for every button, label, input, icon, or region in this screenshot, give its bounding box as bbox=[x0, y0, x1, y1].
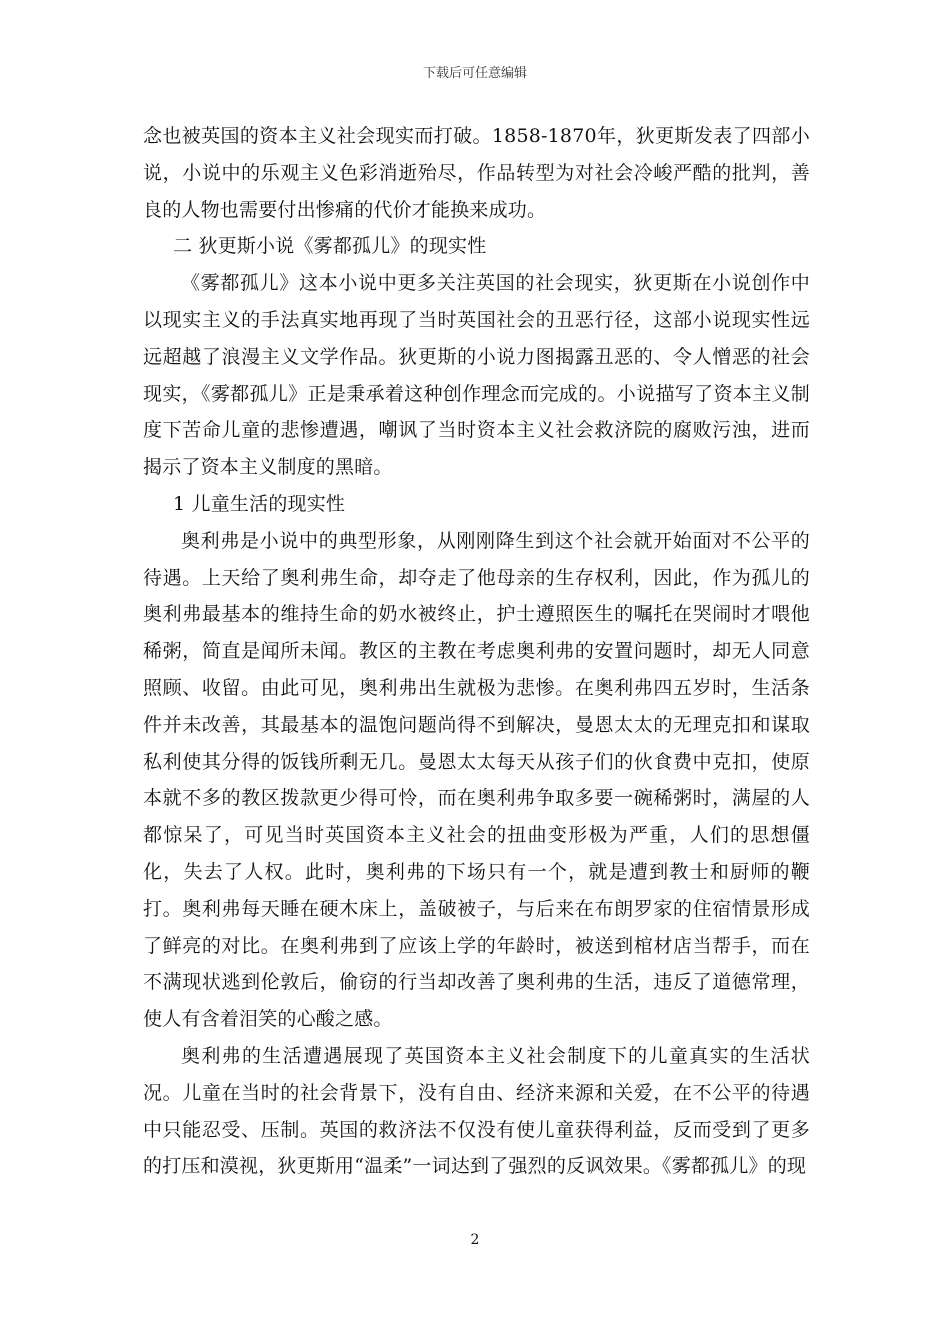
page-number: 2 bbox=[470, 1232, 480, 1248]
section-heading: 二 狄更斯小说《雾都孤儿》的现实性 bbox=[173, 235, 487, 258]
document-body bbox=[143, 118, 810, 1185]
paragraph: 奥利弗的生活遭遇展现了英国资本主义社会制度下的儿童真实的生活状况。儿童在当时的社会背景下，没有自由、经济来源和关爱，在不公平的待遇中只能忍受、压制。英国的救济法不仅没有使儿童获得利益，反而受到了更多的打压和漠视，狄更斯用“温柔”一词达到了强烈的反讽效果。《雾都孤儿》的现 bbox=[143, 1044, 810, 1178]
page-header: 下载后可任意编辑 bbox=[422, 66, 527, 81]
paragraph: 念也被英国的资本主义社会现实而打破。1858-1870年，狄更斯发表了四部小说，小说中的乐观主义色彩消逝殆尽，作品转型为对社会冷峻严酷的批判，善良的人物也需要付出惨痛的代价才能换来成功。 bbox=[143, 125, 810, 221]
subsection-heading: 1 儿童生活的现实性 bbox=[173, 492, 346, 515]
paragraph: 奥利弗是小说中的典型形象，从刚刚降生到这个社会就开始面对不公平的待遇。上天给了奥利弗生命，却夺走了他母亲的生存权利，因此，作为孤儿的奥利弗最基本的维持生命的奶水被终止，护士遵照医生的嘱托在哭闹时才喂他稀粥，简直是闻所未闻。教区的主教在考虑奥利弗的安置问题时，却无人同意照顾、收留。由此可见，奥利弗出生就极为悲惨。在奥利弗四五岁时，生活条件并未改善，其最基本的温饱问题尚得不到解决，曼恩太太的无理克扣和谋取私利使其分得的饭钱所剩无几。曼恩太太每天从孩子们的伙食费中克扣，使原本就不多的教区拨款更少得可怜，而在奥利弗争取多要一碗稀粥时，满屋的人都惊呆了，可见当时英国资本主义社会的扭曲变形极为严重，人们的思想僵化，失去了人权。此时，奥利弗的下场只有一个，就是遭到教士和厨师的鞭打。奥利弗每天睡在硬木床上，盖破被子，与后来在布朗罗家的住宿情景形成了鲜亮的对比。在奥利弗到了应该上学的年龄时，被送到棺材店当帮手，而在不满现状逃到伦敦后，偷窃的行当却改善了奥利弗的生活，违反了道德常理，使人有含着泪笑的心酸之感。 bbox=[143, 529, 810, 1031]
paragraph: 《雾都孤儿》这本小说中更多关注英国的社会现实，狄更斯在小说创作中以现实主义的手法真实地再现了当时英国社会的丑恶行径，这部小说现实性远远超越了浪漫主义文学作品。狄更斯的小说力图揭露丑恶的、令人憎恶的社会现实，《雾都孤儿》正是秉承着这种创作理念而完成的。小说描写了资本主义制度下苦命儿童的悲惨遭遇，嘲讽了当时资本主义社会救济院的腐败污浊，进而揭示了资本主义制度的黑暗。 bbox=[143, 272, 810, 479]
